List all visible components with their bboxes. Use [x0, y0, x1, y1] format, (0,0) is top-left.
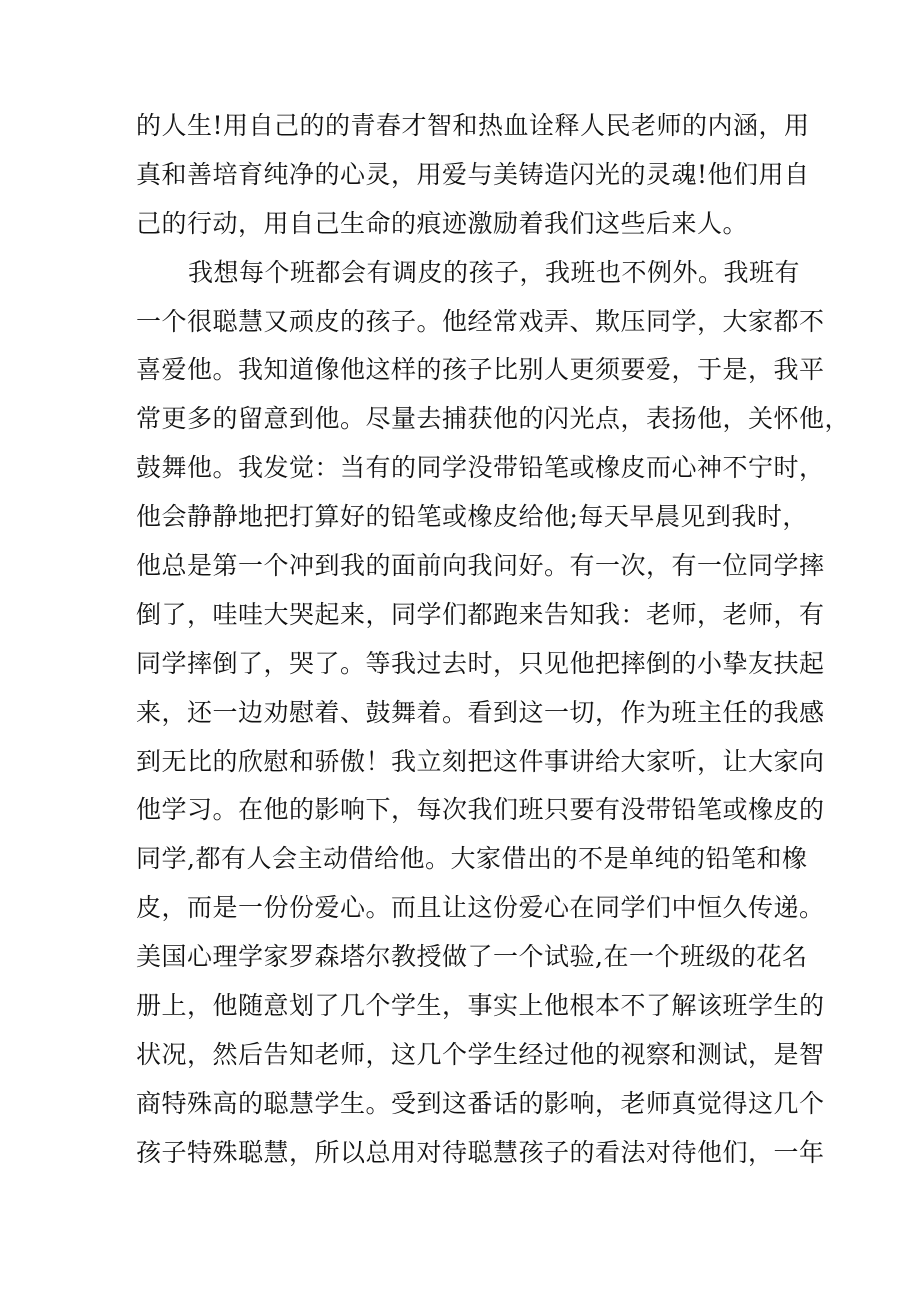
text-line: 同学摔倒了，哭了。等我过去时，只见他把摔倒的小挚友扶起 — [136, 648, 825, 678]
text-line: 状况，然后告知老师，这几个学生经过他的视察和测试，是智 — [136, 1039, 825, 1069]
text-line: 他总是第一个冲到我的面前向我问好。有一次，有一位同学摔 — [136, 551, 825, 581]
text-line: 己的行动，用自己生命的痕迹激励着我们这些后来人。 — [136, 208, 749, 238]
text-line: 来，还一边劝慰着、鼓舞着。看到这一切，作为班主任的我感 — [136, 697, 825, 727]
text-line: 美国心理学家罗森塔尔教授做了一个试验,在一个班级的花名 — [136, 942, 808, 972]
text-line: 商特殊高的聪慧学生。受到这番话的影响，老师真觉得这几个 — [136, 1088, 825, 1118]
text-line: 他会静静地把打算好的铅笔或橡皮给他;每天早晨见到我时， — [136, 502, 808, 532]
text-line: 真和善培育纯净的心灵，用爱与美铸造闪光的灵魂!他们用自 — [136, 159, 810, 189]
text-line: 倒了，哇哇大哭起来，同学们都跑来告知我：老师，老师，有 — [136, 599, 825, 629]
text-line: 常更多的留意到他。尽量去捕获他的闪光点，表扬他，关怀他， — [136, 404, 851, 434]
text-line: 同学,都有人会主动借给他。大家借出的不是单纯的铅笔和橡 — [136, 844, 808, 874]
text-line: 皮，而是一份份爱心。而且让这份爱心在同学们中恒久传递。 — [136, 893, 825, 923]
paragraph-start-line: 我想每个班都会有调皮的孩子，我班也不例外。我班有 — [188, 257, 801, 287]
body-text — [136, 102, 851, 1178]
text-line: 一个很聪慧又顽皮的孩子。他经常戏弄、欺压同学，大家都不 — [136, 306, 825, 336]
text-line: 他学习。在他的影响下，每次我们班只要有没带铅笔或橡皮的 — [136, 795, 825, 825]
text-line: 喜爱他。我知道像他这样的孩子比别人更须要爱，于是，我平 — [136, 355, 825, 385]
text-line: 册上，他随意划了几个学生，事实上他根本不了解该班学生的 — [136, 991, 825, 1021]
text-line: 的人生!用自己的的青春才智和热血诠释人民老师的内涵，用 — [136, 111, 810, 140]
text-line: 鼓舞他。我发觉：当有的同学没带铅笔或橡皮而心神不宁时， — [136, 453, 825, 483]
text-line: 到无比的欣慰和骄傲！我立刻把这件事讲给大家听，让大家向 — [136, 746, 825, 776]
text-line: 孩子特殊聪慧，所以总用对待聪慧孩子的看法对待他们，一年 — [136, 1137, 825, 1167]
